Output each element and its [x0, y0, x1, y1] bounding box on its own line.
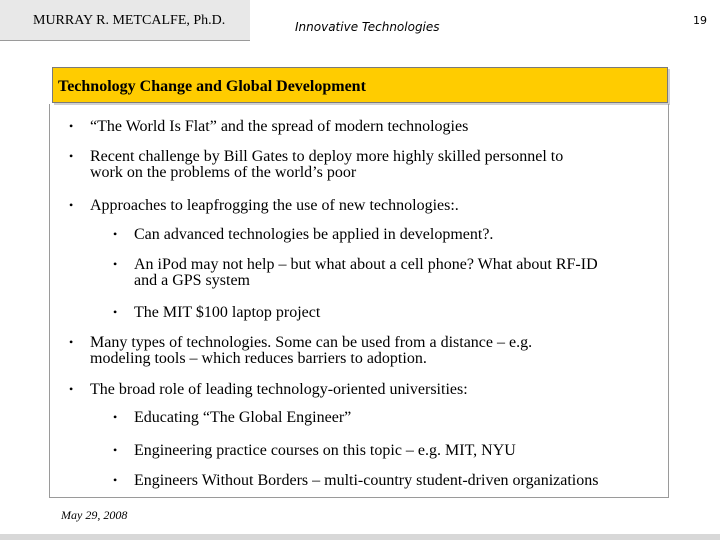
bullet-text: The broad role of leading technology-oriented universities: — [90, 381, 468, 398]
bullet-text: “The World Is Flat” and the spread of modern technologies — [90, 118, 469, 135]
slide-date: May 29, 2008 — [61, 508, 128, 522]
organization-title: Innovative Technologies — [295, 20, 440, 34]
bullet-marker: • — [69, 382, 74, 396]
bullet-text: Approaches to leapfrogging the use of new technologies:. — [90, 197, 459, 214]
slide-title-bar — [52, 67, 668, 103]
bullet-text: Engineering practice courses on this topic – e.g. MIT, NYU — [134, 442, 516, 459]
bullet-text: The MIT $100 laptop project — [134, 304, 321, 321]
bullet-text: An iPod may not help – but what about a cell phone? What about RF-ID — [134, 256, 598, 273]
bullet-marker: • — [113, 410, 118, 424]
bullet-text: Recent challenge by Bill Gates to deploy more highly skilled personnel to — [90, 148, 564, 165]
bullet-marker: • — [69, 119, 74, 133]
bullet-marker: • — [69, 335, 74, 349]
bullet-marker: • — [113, 305, 118, 319]
author-name: MURRAY R. METCALFE, Ph.D. — [33, 13, 226, 28]
bullet-text: Can advanced technologies be applied in development?. — [134, 226, 494, 243]
bullet-text: modeling tools – which reduces barriers to adoption. — [90, 350, 427, 367]
bottom-strip — [0, 534, 720, 540]
bullet-text: Many types of technologies. Some can be used from a distance – e.g. — [90, 334, 533, 351]
bullet-marker: • — [113, 473, 118, 487]
bullet-marker: • — [113, 443, 118, 457]
bullet-marker: • — [113, 257, 118, 271]
bullet-marker: • — [113, 227, 118, 241]
bullet-marker: • — [69, 149, 74, 163]
bullet-text: Educating “The Global Engineer” — [134, 409, 352, 426]
slide-title: Technology Change and Global Development — [58, 78, 366, 95]
bullet-text: Engineers Without Borders – multi-country student-driven organizations — [134, 472, 599, 489]
bullet-text: work on the problems of the world’s poor — [90, 164, 357, 181]
bullet-marker: • — [69, 198, 74, 212]
bullet-text: and a GPS system — [134, 272, 250, 289]
page-number: 19 — [693, 14, 707, 27]
